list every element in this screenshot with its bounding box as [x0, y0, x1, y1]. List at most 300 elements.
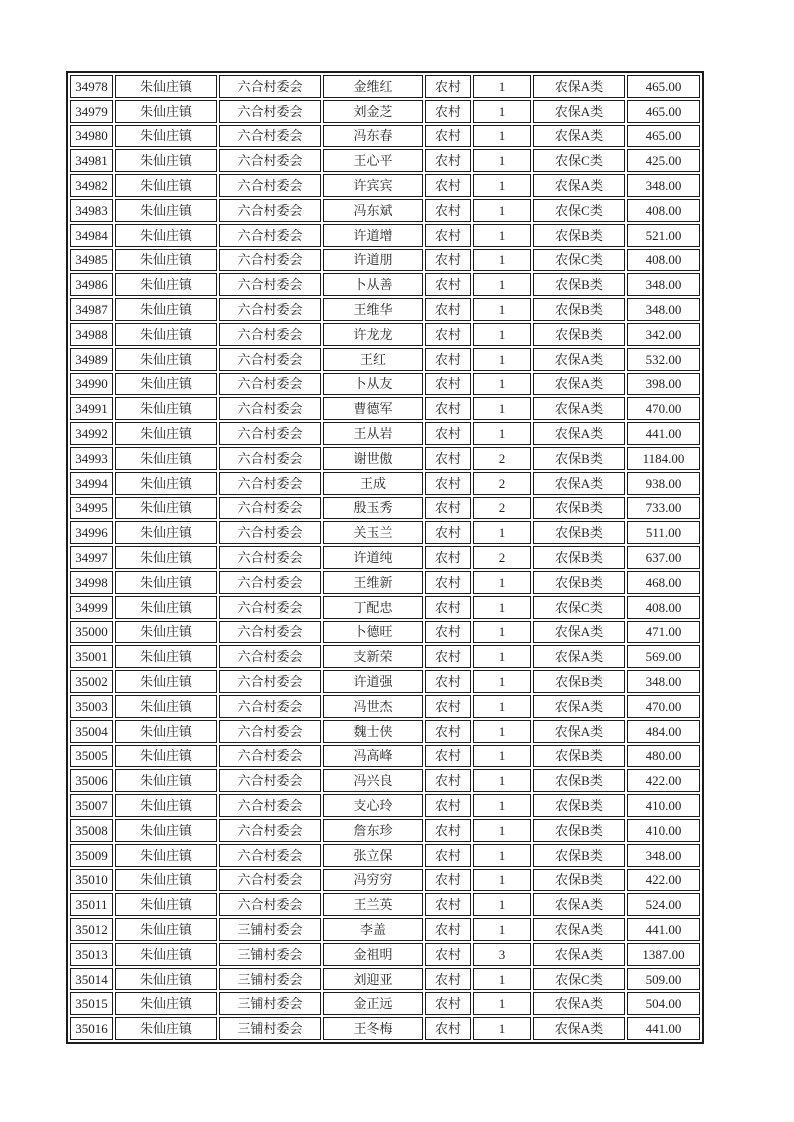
- cell-residence: 农村: [425, 373, 471, 396]
- cell-residence: 农村: [425, 323, 471, 346]
- cell-amount: 521.00: [627, 224, 700, 247]
- cell-category: 农保A类: [533, 373, 625, 396]
- cell-person-name: 冯高峰: [323, 745, 423, 768]
- cell-count: 1: [473, 794, 531, 817]
- table-row: [70, 323, 700, 346]
- cell-amount: 425.00: [627, 149, 700, 172]
- table-row: [70, 75, 700, 98]
- cell-count: 1: [473, 819, 531, 842]
- cell-residence: 农村: [425, 745, 471, 768]
- cell-record-id: 35012: [70, 918, 113, 941]
- cell-count: 1: [473, 521, 531, 544]
- cell-category: 农保A类: [533, 1017, 625, 1040]
- cell-count: 1: [473, 323, 531, 346]
- table-row: [70, 596, 700, 619]
- cell-record-id: 35015: [70, 992, 113, 1015]
- cell-amount: 465.00: [627, 75, 700, 98]
- cell-amount: 524.00: [627, 893, 700, 916]
- cell-category: 农保A类: [533, 621, 625, 644]
- cell-record-id: 34988: [70, 323, 113, 346]
- table-row: [70, 149, 700, 172]
- cell-person-name: 刘迎亚: [323, 968, 423, 991]
- table-body: [70, 75, 700, 1040]
- table-row: [70, 819, 700, 842]
- cell-record-id: 35006: [70, 769, 113, 792]
- cell-amount: 465.00: [627, 125, 700, 148]
- cell-category: 农保B类: [533, 298, 625, 321]
- cell-village: 六合村委会: [219, 125, 321, 148]
- table-row: [70, 968, 700, 991]
- cell-village: 六合村委会: [219, 571, 321, 594]
- cell-person-name: 许道朋: [323, 249, 423, 272]
- cell-village: 三铺村委会: [219, 1017, 321, 1040]
- cell-category: 农保B类: [533, 571, 625, 594]
- cell-amount: 408.00: [627, 596, 700, 619]
- cell-category: 农保A类: [533, 695, 625, 718]
- cell-residence: 农村: [425, 992, 471, 1015]
- cell-category: 农保A类: [533, 397, 625, 420]
- cell-person-name: 许宾宾: [323, 174, 423, 197]
- cell-person-name: 冯东春: [323, 125, 423, 148]
- cell-village: 六合村委会: [219, 422, 321, 445]
- cell-town: 朱仙庄镇: [115, 745, 217, 768]
- cell-town: 朱仙庄镇: [115, 596, 217, 619]
- cell-village: 三铺村委会: [219, 968, 321, 991]
- cell-category: 农保C类: [533, 149, 625, 172]
- cell-category: 农保C类: [533, 199, 625, 222]
- cell-amount: 470.00: [627, 695, 700, 718]
- cell-residence: 农村: [425, 199, 471, 222]
- cell-person-name: 许龙龙: [323, 323, 423, 346]
- cell-residence: 农村: [425, 521, 471, 544]
- cell-category: 农保A类: [533, 422, 625, 445]
- cell-village: 三铺村委会: [219, 918, 321, 941]
- cell-amount: 408.00: [627, 199, 700, 222]
- cell-person-name: 王红: [323, 348, 423, 371]
- cell-count: 1: [473, 596, 531, 619]
- cell-residence: 农村: [425, 75, 471, 98]
- table-row: [70, 273, 700, 296]
- cell-town: 朱仙庄镇: [115, 447, 217, 470]
- cell-residence: 农村: [425, 819, 471, 842]
- cell-town: 朱仙庄镇: [115, 497, 217, 520]
- table-row: [70, 918, 700, 941]
- cell-category: 农保B类: [533, 819, 625, 842]
- cell-town: 朱仙庄镇: [115, 794, 217, 817]
- cell-count: 2: [473, 447, 531, 470]
- table-row: [70, 422, 700, 445]
- cell-residence: 农村: [425, 794, 471, 817]
- cell-person-name: 金祖明: [323, 943, 423, 966]
- cell-amount: 348.00: [627, 273, 700, 296]
- cell-residence: 农村: [425, 149, 471, 172]
- cell-town: 朱仙庄镇: [115, 125, 217, 148]
- table-row: [70, 794, 700, 817]
- cell-count: 1: [473, 373, 531, 396]
- cell-person-name: 支新荣: [323, 645, 423, 668]
- cell-category: 农保B类: [533, 769, 625, 792]
- cell-amount: 441.00: [627, 422, 700, 445]
- cell-category: 农保A类: [533, 918, 625, 941]
- cell-record-id: 34986: [70, 273, 113, 296]
- cell-residence: 农村: [425, 596, 471, 619]
- table-row: [70, 224, 700, 247]
- cell-village: 六合村委会: [219, 348, 321, 371]
- cell-amount: 468.00: [627, 571, 700, 594]
- cell-person-name: 冯世杰: [323, 695, 423, 718]
- cell-village: 六合村委会: [219, 893, 321, 916]
- cell-amount: 637.00: [627, 546, 700, 569]
- cell-category: 农保A类: [533, 75, 625, 98]
- cell-amount: 471.00: [627, 621, 700, 644]
- cell-residence: 农村: [425, 670, 471, 693]
- cell-residence: 农村: [425, 943, 471, 966]
- cell-record-id: 34987: [70, 298, 113, 321]
- cell-category: 农保A类: [533, 125, 625, 148]
- cell-town: 朱仙庄镇: [115, 174, 217, 197]
- cell-count: 1: [473, 769, 531, 792]
- cell-count: 1: [473, 1017, 531, 1040]
- cell-person-name: 王维新: [323, 571, 423, 594]
- cell-count: 2: [473, 472, 531, 495]
- cell-count: 1: [473, 992, 531, 1015]
- cell-residence: 农村: [425, 472, 471, 495]
- cell-town: 朱仙庄镇: [115, 1017, 217, 1040]
- cell-count: 2: [473, 497, 531, 520]
- cell-person-name: 李盖: [323, 918, 423, 941]
- cell-village: 六合村委会: [219, 844, 321, 867]
- cell-town: 朱仙庄镇: [115, 819, 217, 842]
- table-row: [70, 893, 700, 916]
- cell-town: 朱仙庄镇: [115, 348, 217, 371]
- cell-person-name: 王从岩: [323, 422, 423, 445]
- cell-category: 农保B类: [533, 521, 625, 544]
- cell-person-name: 支心玲: [323, 794, 423, 817]
- cell-record-id: 34985: [70, 249, 113, 272]
- cell-village: 六合村委会: [219, 397, 321, 420]
- cell-person-name: 卜从善: [323, 273, 423, 296]
- cell-category: 农保A类: [533, 992, 625, 1015]
- cell-count: 1: [473, 298, 531, 321]
- cell-person-name: 丁配忠: [323, 596, 423, 619]
- cell-residence: 农村: [425, 1017, 471, 1040]
- cell-category: 农保C类: [533, 249, 625, 272]
- cell-residence: 农村: [425, 497, 471, 520]
- cell-village: 六合村委会: [219, 869, 321, 892]
- cell-count: 1: [473, 695, 531, 718]
- cell-amount: 422.00: [627, 869, 700, 892]
- cell-count: 1: [473, 397, 531, 420]
- cell-town: 朱仙庄镇: [115, 298, 217, 321]
- cell-village: 六合村委会: [219, 769, 321, 792]
- cell-town: 朱仙庄镇: [115, 224, 217, 247]
- cell-amount: 484.00: [627, 720, 700, 743]
- cell-town: 朱仙庄镇: [115, 670, 217, 693]
- cell-residence: 农村: [425, 224, 471, 247]
- cell-record-id: 35004: [70, 720, 113, 743]
- cell-village: 六合村委会: [219, 645, 321, 668]
- cell-person-name: 殷玉秀: [323, 497, 423, 520]
- cell-village: 六合村委会: [219, 75, 321, 98]
- cell-category: 农保B类: [533, 273, 625, 296]
- cell-amount: 532.00: [627, 348, 700, 371]
- table-row: [70, 745, 700, 768]
- cell-person-name: 卜从友: [323, 373, 423, 396]
- cell-record-id: 35000: [70, 621, 113, 644]
- cell-record-id: 35011: [70, 893, 113, 916]
- cell-village: 六合村委会: [219, 621, 321, 644]
- cell-record-id: 35001: [70, 645, 113, 668]
- cell-town: 朱仙庄镇: [115, 645, 217, 668]
- cell-person-name: 张立保: [323, 844, 423, 867]
- cell-town: 朱仙庄镇: [115, 472, 217, 495]
- cell-person-name: 许道增: [323, 224, 423, 247]
- cell-record-id: 34983: [70, 199, 113, 222]
- cell-residence: 农村: [425, 422, 471, 445]
- cell-village: 六合村委会: [219, 273, 321, 296]
- cell-count: 2: [473, 546, 531, 569]
- cell-town: 朱仙庄镇: [115, 422, 217, 445]
- cell-category: 农保B类: [533, 869, 625, 892]
- cell-village: 六合村委会: [219, 794, 321, 817]
- cell-amount: 348.00: [627, 844, 700, 867]
- cell-residence: 农村: [425, 893, 471, 916]
- cell-count: 1: [473, 273, 531, 296]
- cell-record-id: 34993: [70, 447, 113, 470]
- cell-person-name: 冯穷穷: [323, 869, 423, 892]
- table-row: [70, 348, 700, 371]
- cell-record-id: 34995: [70, 497, 113, 520]
- cell-record-id: 34996: [70, 521, 113, 544]
- cell-town: 朱仙庄镇: [115, 397, 217, 420]
- cell-category: 农保B类: [533, 224, 625, 247]
- cell-record-id: 34997: [70, 546, 113, 569]
- cell-category: 农保B类: [533, 670, 625, 693]
- cell-amount: 410.00: [627, 794, 700, 817]
- table-row: [70, 174, 700, 197]
- cell-town: 朱仙庄镇: [115, 521, 217, 544]
- cell-village: 三铺村委会: [219, 992, 321, 1015]
- cell-category: 农保B类: [533, 447, 625, 470]
- cell-town: 朱仙庄镇: [115, 893, 217, 916]
- cell-amount: 408.00: [627, 249, 700, 272]
- cell-count: 1: [473, 224, 531, 247]
- table-row: [70, 249, 700, 272]
- cell-town: 朱仙庄镇: [115, 373, 217, 396]
- cell-amount: 348.00: [627, 670, 700, 693]
- table-row: [70, 943, 700, 966]
- cell-town: 朱仙庄镇: [115, 571, 217, 594]
- cell-category: 农保A类: [533, 720, 625, 743]
- cell-record-id: 34979: [70, 100, 113, 123]
- cell-town: 朱仙庄镇: [115, 546, 217, 569]
- cell-town: 朱仙庄镇: [115, 695, 217, 718]
- cell-village: 六合村委会: [219, 174, 321, 197]
- cell-town: 朱仙庄镇: [115, 869, 217, 892]
- cell-record-id: 35013: [70, 943, 113, 966]
- cell-village: 六合村委会: [219, 745, 321, 768]
- cell-record-id: 35016: [70, 1017, 113, 1040]
- cell-residence: 农村: [425, 968, 471, 991]
- cell-person-name: 许道强: [323, 670, 423, 693]
- cell-village: 六合村委会: [219, 249, 321, 272]
- table-row: [70, 844, 700, 867]
- cell-amount: 504.00: [627, 992, 700, 1015]
- cell-amount: 422.00: [627, 769, 700, 792]
- table-row: [70, 720, 700, 743]
- cell-town: 朱仙庄镇: [115, 199, 217, 222]
- table-row: [70, 645, 700, 668]
- cell-amount: 348.00: [627, 174, 700, 197]
- cell-village: 六合村委会: [219, 695, 321, 718]
- cell-count: 1: [473, 844, 531, 867]
- table-row: [70, 769, 700, 792]
- cell-person-name: 许道纯: [323, 546, 423, 569]
- cell-amount: 342.00: [627, 323, 700, 346]
- cell-count: 1: [473, 199, 531, 222]
- cell-count: 1: [473, 745, 531, 768]
- cell-town: 朱仙庄镇: [115, 273, 217, 296]
- cell-person-name: 关玉兰: [323, 521, 423, 544]
- table-row: [70, 695, 700, 718]
- cell-category: 农保B类: [533, 546, 625, 569]
- cell-residence: 农村: [425, 397, 471, 420]
- cell-town: 朱仙庄镇: [115, 992, 217, 1015]
- cell-count: 1: [473, 174, 531, 197]
- cell-record-id: 35003: [70, 695, 113, 718]
- cell-count: 1: [473, 100, 531, 123]
- cell-count: 1: [473, 571, 531, 594]
- cell-count: 1: [473, 869, 531, 892]
- cell-residence: 农村: [425, 100, 471, 123]
- cell-record-id: 35007: [70, 794, 113, 817]
- cell-town: 朱仙庄镇: [115, 149, 217, 172]
- subsidy-table: [66, 71, 704, 1044]
- cell-residence: 农村: [425, 621, 471, 644]
- cell-record-id: 35009: [70, 844, 113, 867]
- cell-count: 1: [473, 75, 531, 98]
- cell-town: 朱仙庄镇: [115, 249, 217, 272]
- cell-village: 六合村委会: [219, 497, 321, 520]
- cell-record-id: 35010: [70, 869, 113, 892]
- cell-village: 六合村委会: [219, 720, 321, 743]
- cell-category: 农保C类: [533, 968, 625, 991]
- cell-person-name: 谢世傲: [323, 447, 423, 470]
- cell-village: 三铺村委会: [219, 943, 321, 966]
- cell-count: 1: [473, 918, 531, 941]
- cell-amount: 733.00: [627, 497, 700, 520]
- cell-count: 1: [473, 149, 531, 172]
- cell-record-id: 34991: [70, 397, 113, 420]
- table-row: [70, 397, 700, 420]
- cell-amount: 398.00: [627, 373, 700, 396]
- cell-amount: 348.00: [627, 298, 700, 321]
- cell-residence: 农村: [425, 348, 471, 371]
- cell-count: 3: [473, 943, 531, 966]
- cell-record-id: 34990: [70, 373, 113, 396]
- cell-town: 朱仙庄镇: [115, 100, 217, 123]
- cell-category: 农保A类: [533, 893, 625, 916]
- cell-person-name: 卜德旺: [323, 621, 423, 644]
- cell-category: 农保A类: [533, 174, 625, 197]
- cell-record-id: 34978: [70, 75, 113, 98]
- cell-person-name: 王冬梅: [323, 1017, 423, 1040]
- cell-amount: 1184.00: [627, 447, 700, 470]
- cell-count: 1: [473, 720, 531, 743]
- cell-category: 农保A类: [533, 472, 625, 495]
- cell-count: 1: [473, 348, 531, 371]
- table-row: [70, 670, 700, 693]
- cell-town: 朱仙庄镇: [115, 720, 217, 743]
- cell-residence: 农村: [425, 918, 471, 941]
- table-row: [70, 472, 700, 495]
- table-row: [70, 373, 700, 396]
- cell-town: 朱仙庄镇: [115, 769, 217, 792]
- cell-residence: 农村: [425, 125, 471, 148]
- cell-count: 1: [473, 249, 531, 272]
- cell-record-id: 34994: [70, 472, 113, 495]
- cell-residence: 农村: [425, 844, 471, 867]
- cell-count: 1: [473, 125, 531, 148]
- cell-record-id: 34998: [70, 571, 113, 594]
- cell-village: 六合村委会: [219, 373, 321, 396]
- cell-count: 1: [473, 670, 531, 693]
- cell-record-id: 35005: [70, 745, 113, 768]
- cell-village: 六合村委会: [219, 670, 321, 693]
- cell-residence: 农村: [425, 273, 471, 296]
- cell-residence: 农村: [425, 447, 471, 470]
- cell-person-name: 曹德军: [323, 397, 423, 420]
- table-row: [70, 298, 700, 321]
- cell-category: 农保B类: [533, 745, 625, 768]
- table-row: [70, 992, 700, 1015]
- cell-count: 1: [473, 621, 531, 644]
- cell-amount: 1387.00: [627, 943, 700, 966]
- cell-village: 六合村委会: [219, 323, 321, 346]
- cell-count: 1: [473, 645, 531, 668]
- cell-category: 农保B类: [533, 323, 625, 346]
- cell-category: 农保B类: [533, 844, 625, 867]
- cell-category: 农保A类: [533, 348, 625, 371]
- cell-category: 农保B类: [533, 497, 625, 520]
- cell-residence: 农村: [425, 695, 471, 718]
- cell-town: 朱仙庄镇: [115, 621, 217, 644]
- cell-town: 朱仙庄镇: [115, 75, 217, 98]
- cell-residence: 农村: [425, 645, 471, 668]
- cell-residence: 农村: [425, 546, 471, 569]
- cell-person-name: 冯兴良: [323, 769, 423, 792]
- cell-village: 六合村委会: [219, 596, 321, 619]
- cell-category: 农保B类: [533, 794, 625, 817]
- cell-category: 农保A类: [533, 100, 625, 123]
- cell-amount: 470.00: [627, 397, 700, 420]
- cell-count: 1: [473, 422, 531, 445]
- cell-village: 六合村委会: [219, 546, 321, 569]
- cell-residence: 农村: [425, 249, 471, 272]
- cell-count: 1: [473, 893, 531, 916]
- cell-town: 朱仙庄镇: [115, 968, 217, 991]
- cell-category: 农保C类: [533, 596, 625, 619]
- cell-amount: 441.00: [627, 1017, 700, 1040]
- table-row: [70, 621, 700, 644]
- table-row: [70, 199, 700, 222]
- cell-record-id: 35014: [70, 968, 113, 991]
- cell-amount: 509.00: [627, 968, 700, 991]
- cell-person-name: 冯东斌: [323, 199, 423, 222]
- cell-person-name: 金维红: [323, 75, 423, 98]
- cell-residence: 农村: [425, 571, 471, 594]
- table-row: [70, 447, 700, 470]
